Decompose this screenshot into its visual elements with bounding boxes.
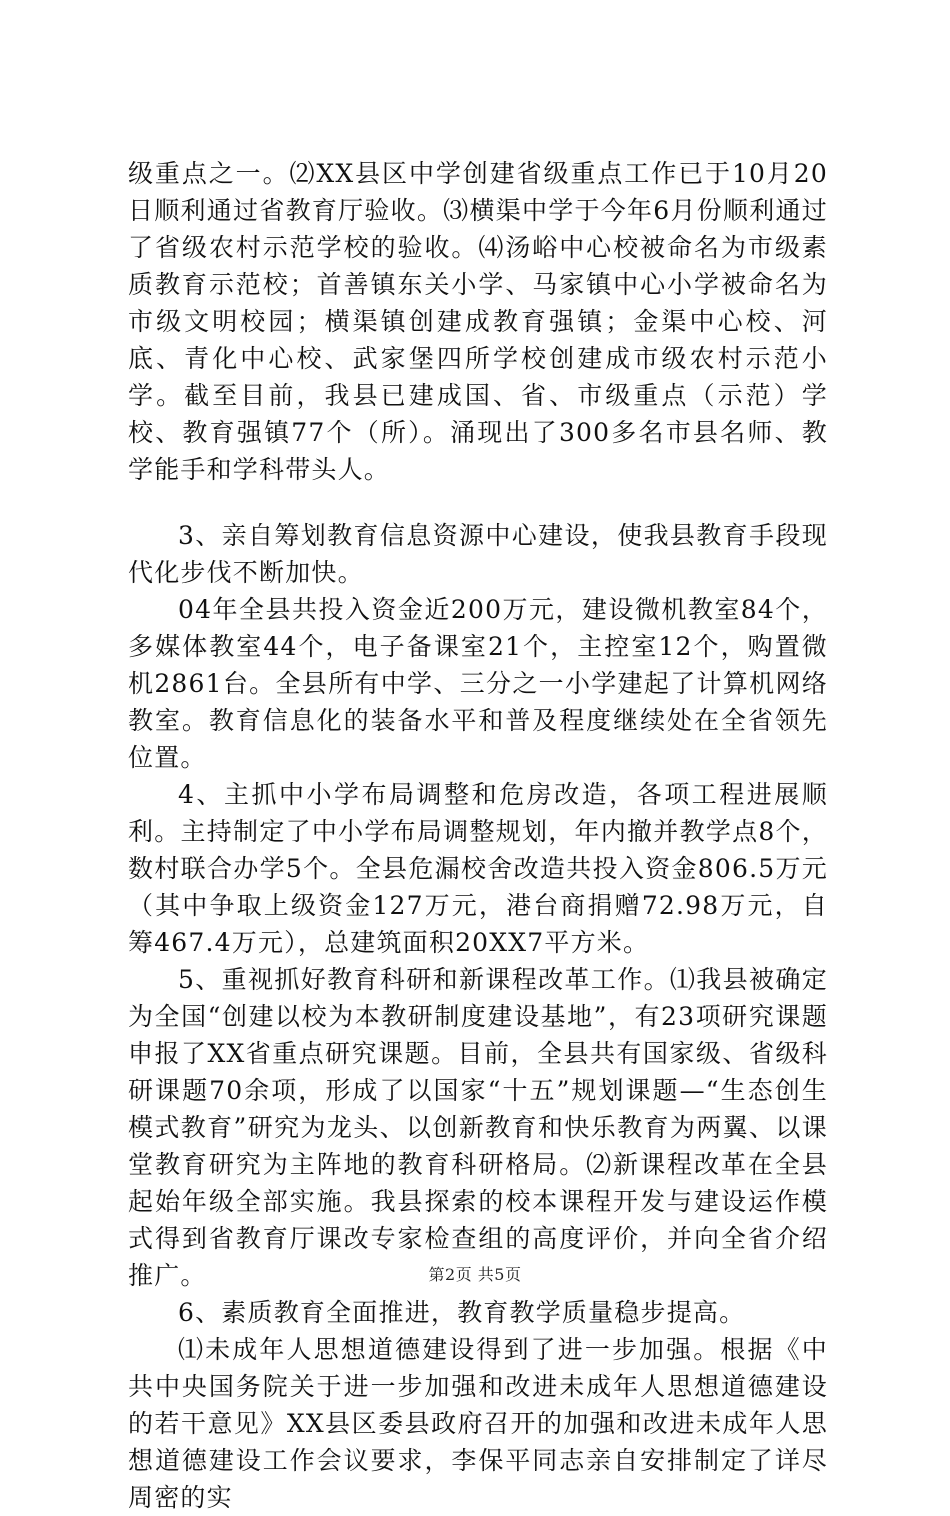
paragraph-3: 04年全县共投入资金近200万元，建设微机教室84个，多媒体教室44个，电子备课室21个，主控室12个，购置微机2861台。全县所有中学、三分之一小学建起了计算机网络教室。教育信息化的装备水平和普及程度继续处在全省领先位置。: [128, 595, 828, 772]
paragraph-5: 5、重视抓好教育科研和新课程改革工作。⑴我县被确定为全国“创建以校为本教研制度建设基地”，有23项研究课题申报了XX省重点研究课题。目前，全县共有国家级、省级科研课题70余项，形成了以国家“十五”规划课题—“生态创生模式教育”研究为龙头、以创新教育和快乐教育为两翼、以课堂教育研究为主阵地的教育科研格局。⑵新课程改革在全县起始年级全部实施。我县探索的校本课程开发与建设运作模式得到省教育厅课改专家检查组的高度评价，并向全省介绍推广。: [128, 965, 828, 1290]
document-body: [128, 155, 828, 1516]
paragraph-2-heading: 3、亲自筹划教育信息资源中心建设，使我县教育手段现代化步伐不断加快。: [128, 521, 828, 587]
page-footer: 第2页 共5页: [428, 1265, 522, 1284]
paragraph-1: 级重点之一。⑵XX县区中学创建省级重点工作已于10月20日顺利通过省教育厅验收。⑶横渠中学于今年6月份顺利通过了省级农村示范学校的验收。⑷汤峪中心校被命名为市级素质教育示范校；首善镇东关小学、马家镇中心小学被命名为市级文明校园；横渠镇创建成教育强镇；金渠中心校、河底、青化中心校、武家堡四所学校创建成市级农村示范小学。截至目前，我县已建成国、省、市级重点（示范）学校、教育强镇77个（所）。涌现出了300多名市县名师、教学能手和学科带头人。: [128, 159, 828, 484]
paragraph-6-heading: 6、素质教育全面推进，教育教学质量稳步提高。: [178, 1298, 746, 1327]
paragraph-7: ⑴未成年人思想道德建设得到了进一步加强。根据《中共中央国务院关于进一步加强和改进未成年人思想道德建设的若干意见》XX县区委县政府召开的加强和改进未成年人思想道德建设工作会议要求，李保平同志亲自安排制定了详尽周密的实: [128, 1335, 828, 1512]
paragraph-4: 4、主抓中小学布局调整和危房改造，各项工程进展顺利。主持制定了中小学布局调整规划，年内撤并教学点8个，数村联合办学5个。全县危漏校舍改造共投入资金806.5万元（其中争取上级资金127万元，港台商捐赠72.98万元，自筹467.4万元），总建筑面积20XX7平方米。: [128, 780, 828, 957]
